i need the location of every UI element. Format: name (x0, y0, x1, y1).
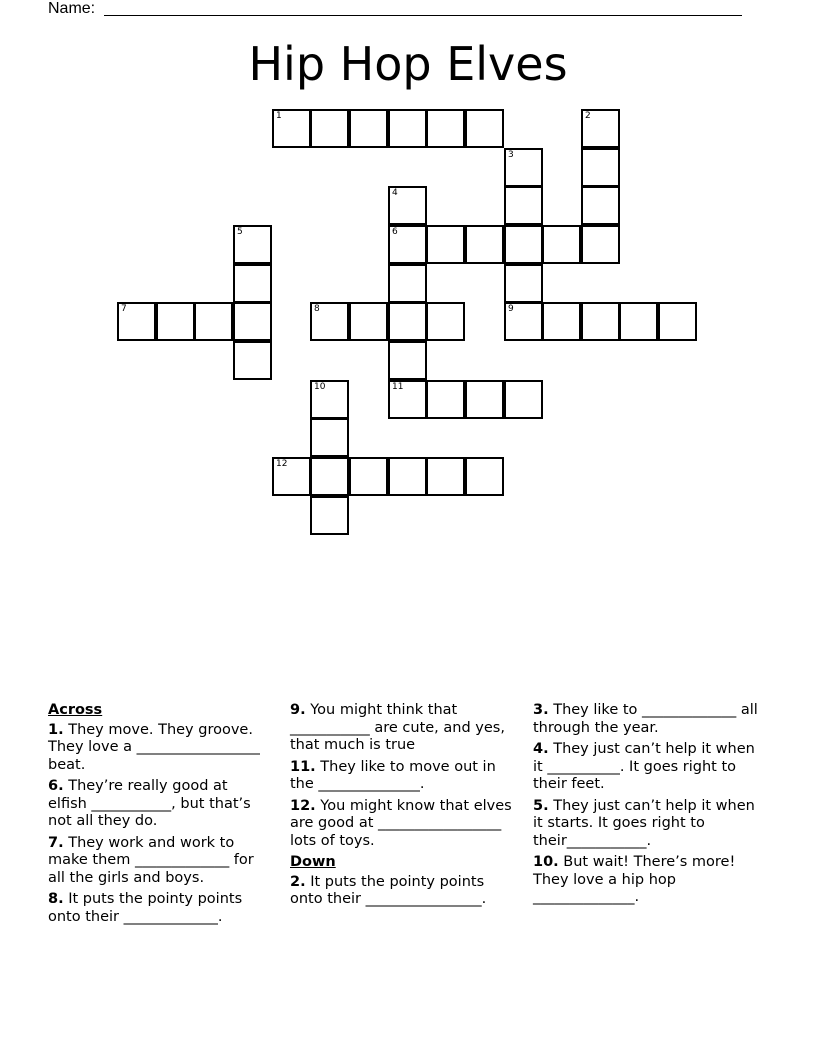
grid-cell[interactable] (194, 302, 233, 341)
grid-cell[interactable] (310, 380, 349, 419)
clue-across-1 (48, 722, 270, 775)
clues-column-2 (290, 702, 516, 913)
grid-cell[interactable] (504, 264, 543, 303)
cell-number: 9 (508, 304, 514, 314)
clue-number: 1. (48, 721, 64, 738)
grid-cell[interactable] (619, 302, 658, 341)
cell-number: 3 (508, 150, 514, 160)
grid-cell[interactable] (388, 109, 427, 148)
grid-cell[interactable] (426, 457, 465, 496)
clue-text: They’re really good at elfish ___________, but that’s not all they do. (48, 778, 251, 829)
grid-cell[interactable] (349, 457, 388, 496)
clue-number: 6. (48, 778, 64, 794)
name-label: Name: (48, 0, 96, 17)
clue-down-10 (533, 854, 769, 907)
grid-cell[interactable] (310, 418, 349, 457)
clue-number: 7. (48, 834, 64, 851)
clue-down-2 (290, 874, 516, 909)
clue-text: They just can’t help it when it starts. It goes right to their___________. (533, 797, 755, 849)
across-heading: Across (48, 702, 103, 718)
clue-text: It puts the pointy points onto their _____________. (48, 891, 243, 925)
clue-number: 5. (533, 797, 549, 814)
grid-cell[interactable] (310, 302, 349, 341)
grid-cell[interactable] (426, 109, 465, 148)
grid-cell[interactable] (426, 302, 465, 341)
clue-text: But wait! There’s more! They love a hip hop ______________. (533, 854, 736, 905)
cell-number: 11 (392, 382, 404, 392)
clue-text: They like to _____________ all through the year. (533, 702, 758, 736)
clue-text: It puts the pointy points onto their ________________. (290, 873, 487, 907)
grid-cell[interactable] (658, 302, 697, 341)
clue-across-9 (290, 702, 516, 755)
grid-cell[interactable] (581, 109, 620, 148)
clue-text: They like to move out in the ______________. (290, 758, 496, 792)
grid-cell[interactable] (233, 264, 272, 303)
grid-cell[interactable] (581, 302, 620, 341)
clue-number: 3. (533, 702, 549, 718)
grid-cell[interactable] (504, 186, 543, 225)
clue-text: They work and work to make them _____________ for all the girls and boys. (48, 834, 254, 886)
grid-cell[interactable] (465, 380, 504, 419)
clue-across-12 (290, 798, 516, 851)
grid-cell[interactable] (388, 225, 427, 264)
cell-number: 6 (392, 227, 398, 237)
clue-down-4 (533, 741, 769, 794)
grid-cell[interactable] (388, 457, 427, 496)
clue-down-3 (533, 702, 769, 737)
clue-across-8 (48, 891, 270, 926)
cell-number: 4 (392, 188, 398, 198)
clue-text: They move. They groove. They love a _________________ beat. (48, 721, 260, 773)
grid-cell[interactable] (542, 302, 581, 341)
clues-column-1 (48, 702, 270, 930)
clue-across-6 (48, 778, 270, 831)
grid-cell[interactable] (117, 302, 156, 341)
grid-cell[interactable] (388, 186, 427, 225)
grid-cell[interactable] (504, 148, 543, 187)
clue-number: 9. (290, 702, 306, 718)
grid-cell[interactable] (310, 457, 349, 496)
clue-number: 2. (290, 873, 306, 890)
grid-cell[interactable] (349, 302, 388, 341)
grid-cell[interactable] (465, 225, 504, 264)
clues-column-3 (533, 702, 769, 911)
clue-across-7 (48, 835, 270, 888)
cell-number: 12 (276, 459, 288, 469)
grid-cell[interactable] (542, 225, 581, 264)
clue-number: 12. (290, 797, 316, 814)
cell-number: 7 (121, 304, 127, 314)
clue-number: 8. (48, 891, 64, 907)
grid-cell[interactable] (349, 109, 388, 148)
cell-number: 10 (314, 382, 326, 392)
grid-cell[interactable] (465, 457, 504, 496)
clue-across-11 (290, 759, 516, 794)
cell-number: 1 (276, 111, 282, 121)
down-heading: Down (290, 854, 336, 870)
grid-cell[interactable] (388, 341, 427, 380)
grid-cell[interactable] (388, 380, 427, 419)
grid-cell[interactable] (426, 225, 465, 264)
clue-down-5 (533, 798, 769, 851)
clue-text: You might think that ___________ are cute, and yes, that much is true (290, 702, 505, 753)
grid-cell[interactable] (504, 302, 543, 341)
clue-text: You might know that elves are good at _________________ lots of toys. (290, 797, 512, 849)
grid-cell[interactable] (156, 302, 195, 341)
grid-cell[interactable] (233, 225, 272, 264)
clue-text: They just can’t help it when it __________. It goes right to their feet. (533, 741, 755, 792)
grid-cell[interactable] (465, 109, 504, 148)
grid-cell[interactable] (504, 225, 543, 264)
cell-number: 8 (314, 304, 320, 314)
grid-cell[interactable] (233, 302, 272, 341)
grid-cell[interactable] (581, 186, 620, 225)
grid-cell[interactable] (504, 380, 543, 419)
cell-number: 2 (585, 111, 591, 121)
grid-cell[interactable] (272, 457, 311, 496)
grid-cell[interactable] (581, 225, 620, 264)
grid-cell[interactable] (581, 148, 620, 187)
clue-number: 10. (533, 854, 559, 870)
grid-cell[interactable] (426, 380, 465, 419)
cell-number: 5 (237, 227, 243, 237)
grid-cell[interactable] (388, 264, 427, 303)
grid-cell[interactable] (388, 302, 427, 341)
grid-cell[interactable] (310, 109, 349, 148)
clue-number: 11. (290, 758, 316, 775)
grid-cell[interactable] (233, 341, 272, 380)
clue-number: 4. (533, 741, 549, 757)
grid-cell[interactable] (272, 109, 311, 148)
grid-cell[interactable] (310, 496, 349, 535)
puzzle-title: Hip Hop Elves (248, 37, 568, 91)
